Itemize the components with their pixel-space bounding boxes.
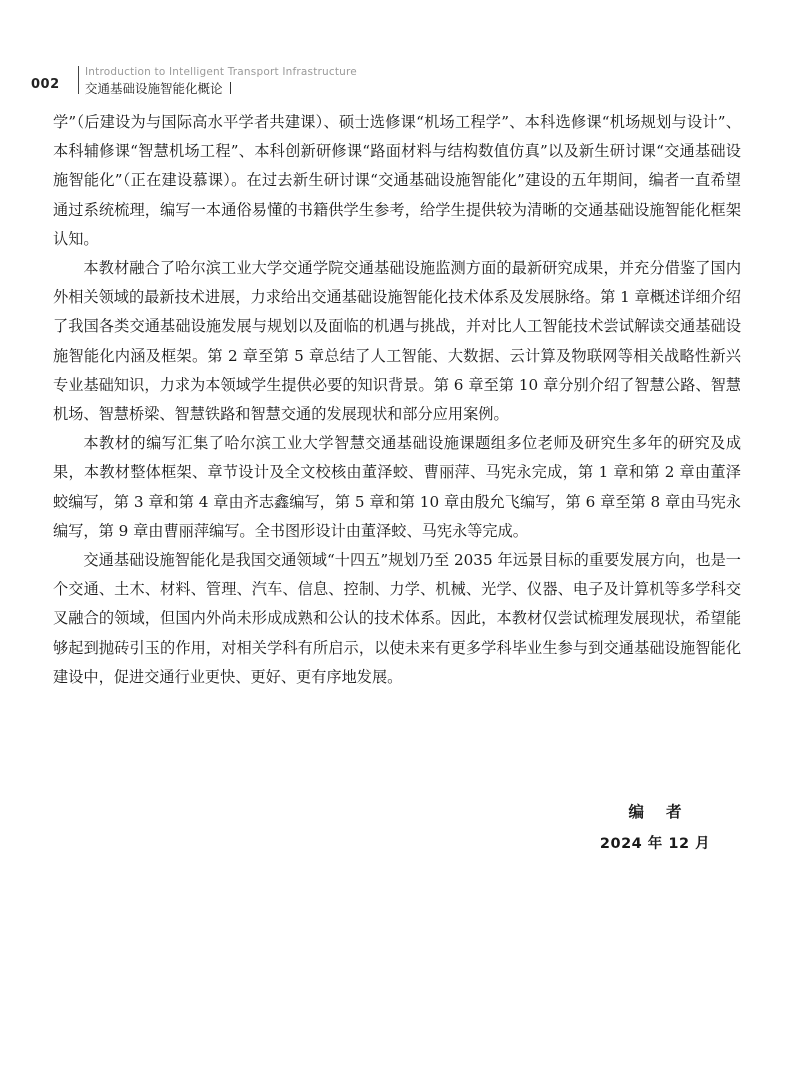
book-title-chinese	[85, 79, 231, 97]
book-title-chinese-text: 交通基础设施智能化概论	[85, 81, 223, 96]
paragraph-2: 本教材融合了哈尔滨工业大学交通学院交通基础设施监测方面的最新研究成果，并充分借鉴了国内外相关领域的最新技术进展，力求给出交通基础设施智能化技术体系及发展脉络。第 1 章概述详细介绍了我国各类交通基础设施发展与规划以及面临的机遇与挑战，并对比人工智能技术尝试解读交通基础设施智能化内涵及框架。第 2 章至第 5 章总结了人工智能、大数据、云计算及物联网等相关战略性新兴专业基础知识，力求为本领域学生提供必要的知识背景。第 6 章至第 10 章分别介绍了智慧公路、智慧机场、智慧桥梁、智慧铁路和智慧交通的发展现状和部分应用案例。	[53, 259, 741, 424]
book-title-english: Introduction to Intelligent Transport Infrastructure	[85, 66, 357, 78]
paragraph-4: 交通基础设施智能化是我国交通领域“十四五”规划乃至 2035 年远景目标的重要发展方向，也是一个交通、土木、材料、管理、汽车、信息、控制、力学、机械、光学、仪器、电子及计算机等多学科交叉融合的领域，但国内外尚未形成成熟和公认的技术体系。因此，本教材仅尝试梳理发展现状，希望能够起到抛砖引玉的作用，对相关学科有所启示，以使未来有更多学科毕业生参与到交通基础设施智能化建设中，促进交通行业更快、更好、更有序地发展。	[53, 551, 741, 686]
running-header	[0, 66, 790, 96]
header-divider	[78, 66, 79, 94]
signature-block	[575, 800, 735, 855]
page-number: 002	[31, 77, 60, 92]
paragraph-1: 学”（后建设为与国际高水平学者共建课）、硕士选修课“机场工程学”、本科选修课“机场规划与设计”、本科辅修课“智慧机场工程”、本科创新研修课“路面材料与结构数值仿真”以及新生研讨课“交通基础设施智能化”（正在建设慕课）。在过去新生研讨课“交通基础设施智能化”建设的五年期间，编者一直希望通过系统梳理，编写一本通俗易懂的书籍供学生参考，给学生提供较为清晰的交通基础设施智能化框架认知。	[53, 113, 741, 248]
paragraph-3: 本教材的编写汇集了哈尔滨工业大学智慧交通基础设施课题组多位老师及研究生多年的研究及成果，本教材整体框架、章节设计及全文校核由董泽蛟、曹丽萍、马宪永完成，第 1 章和第 2 章由董泽蛟编写，第 3 章和第 4 章由齐志鑫编写，第 5 章和第 10 章由殷允飞编写，第 6 章至第 8 章由马宪永编写，第 9 章由曹丽萍编写。全书图形设计由董泽蛟、马宪永等完成。	[53, 434, 741, 540]
signature-date: 2024 年 12 月	[599, 836, 711, 852]
preface-body	[53, 108, 741, 692]
signature-author: 编者	[628, 803, 704, 821]
header-end-bar	[230, 82, 231, 94]
